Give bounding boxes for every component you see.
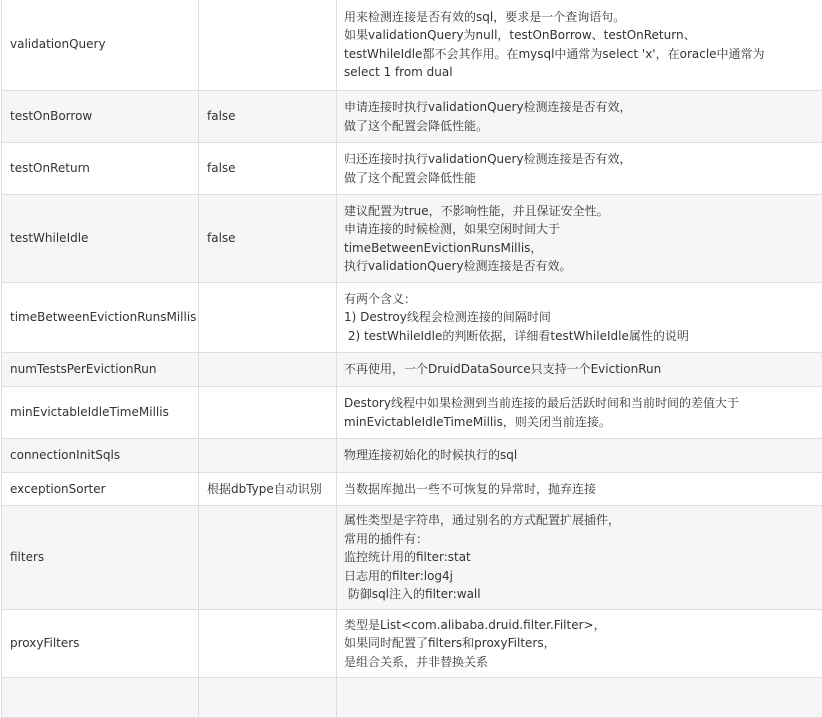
property-name-cell: minEvictableIdleTimeMillis — [2, 387, 199, 439]
description-line: 用来检测连接是否有效的sql，要求是一个查询语句。 — [344, 8, 817, 27]
table-row — [2, 195, 822, 283]
description-cell — [337, 143, 822, 195]
description-cell — [337, 678, 822, 718]
description-line: 如果同时配置了filters和proxyFilters， — [344, 634, 817, 653]
default-value-cell — [199, 0, 337, 91]
table-row — [2, 143, 822, 195]
description-line: 2) testWhileIdle的判断依据，详细看testWhileIdle属性的说明 — [344, 327, 817, 346]
default-value-cell — [199, 353, 337, 387]
property-name-cell: filters — [2, 506, 199, 610]
description-line: 建议配置为true，不影响性能，并且保证安全性。 — [344, 202, 817, 221]
description-line: 归还连接时执行validationQuery检测连接是否有效， — [344, 150, 817, 169]
table-row — [2, 678, 822, 718]
property-name-cell: testWhileIdle — [2, 195, 199, 283]
table-row — [2, 353, 822, 387]
default-value-cell: false — [199, 91, 337, 143]
description-cell — [337, 0, 822, 91]
default-value-cell: false — [199, 195, 337, 283]
property-name-cell: validationQuery — [2, 0, 199, 91]
table-row — [2, 91, 822, 143]
description-line: 执行validationQuery检测连接是否有效。 — [344, 257, 817, 276]
description-line: 是组合关系，并非替换关系 — [344, 653, 817, 672]
config-table — [1, 0, 822, 718]
table-row — [2, 610, 822, 678]
table-row — [2, 439, 822, 473]
description-line: 监控统计用的filter:stat — [344, 548, 817, 567]
property-name-cell: testOnReturn — [2, 143, 199, 195]
default-value-cell — [199, 387, 337, 439]
table-row — [2, 473, 822, 506]
table-row — [2, 387, 822, 439]
description-cell — [337, 473, 822, 506]
description-cell — [337, 283, 822, 353]
default-value-cell — [199, 610, 337, 678]
description-cell — [337, 195, 822, 283]
property-name-cell — [2, 678, 199, 718]
description-line: 1) Destroy线程会检测连接的间隔时间 — [344, 308, 817, 327]
description-line: 申请连接的时候检测，如果空闲时间大于 — [344, 220, 817, 239]
description-line: 有两个含义： — [344, 290, 817, 309]
property-name-cell: timeBetweenEvictionRunsMillis — [2, 283, 199, 353]
description-line: 做了这个配置会降低性能。 — [344, 117, 817, 136]
description-line: testWhileIdle都不会其作用。在mysql中通常为select 'x'，在oracle中通常为 — [344, 45, 817, 64]
description-line: 常用的插件有： — [344, 530, 817, 549]
description-line: 不再使用，一个DruidDataSource只支持一个EvictionRun — [344, 360, 817, 379]
description-line: minEvictableIdleTimeMillis，则关闭当前连接。 — [344, 413, 817, 432]
default-value-cell — [199, 678, 337, 718]
description-line: 物理连接初始化的时候执行的sql — [344, 446, 817, 465]
property-name-cell: proxyFilters — [2, 610, 199, 678]
table-row — [2, 0, 822, 91]
property-name-cell: testOnBorrow — [2, 91, 199, 143]
description-line: 防御sql注入的filter:wall — [344, 585, 817, 604]
description-line: 当数据库抛出一些不可恢复的异常时，抛弃连接 — [344, 480, 817, 499]
description-cell — [337, 506, 822, 610]
property-name-cell: exceptionSorter — [2, 473, 199, 506]
default-value-cell: 根据dbType自动识别 — [199, 473, 337, 506]
description-line: 申请连接时执行validationQuery检测连接是否有效， — [344, 98, 817, 117]
default-value-cell — [199, 439, 337, 473]
description-cell — [337, 439, 822, 473]
property-name-cell: numTestsPerEvictionRun — [2, 353, 199, 387]
table-row — [2, 506, 822, 610]
config-table-body — [2, 0, 822, 718]
description-line: 如果validationQuery为null，testOnBorrow、testOnReturn、 — [344, 26, 817, 45]
description-line: 做了这个配置会降低性能 — [344, 169, 817, 188]
description-line: 类型是List<com.alibaba.druid.filter.Filter>， — [344, 616, 817, 635]
property-name-cell: connectionInitSqls — [2, 439, 199, 473]
description-cell — [337, 610, 822, 678]
description-line: 日志用的filter:log4j — [344, 567, 817, 586]
description-cell — [337, 387, 822, 439]
description-cell — [337, 91, 822, 143]
description-line: Destory线程中如果检测到当前连接的最后活跃时间和当前时间的差值大于 — [344, 394, 817, 413]
description-line: 属性类型是字符串，通过别名的方式配置扩展插件， — [344, 511, 817, 530]
description-cell — [337, 353, 822, 387]
description-line: timeBetweenEvictionRunsMillis， — [344, 239, 817, 258]
table-row — [2, 283, 822, 353]
default-value-cell — [199, 283, 337, 353]
default-value-cell — [199, 506, 337, 610]
description-line: select 1 from dual — [344, 63, 817, 82]
default-value-cell: false — [199, 143, 337, 195]
